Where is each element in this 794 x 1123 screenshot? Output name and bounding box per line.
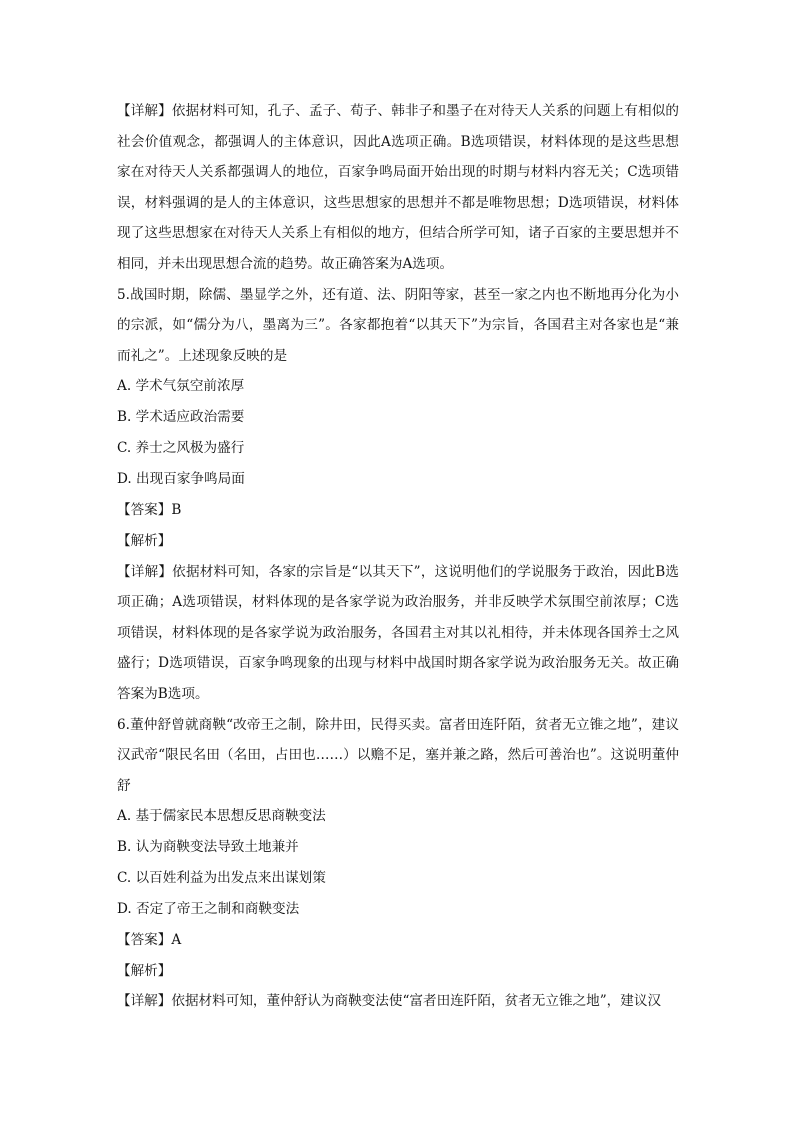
answer-label: 【答案】A <box>117 932 182 949</box>
question-stem: 6.董仲舒曾就商鞅“改帝王之制，除井田，民得买卖。富者田连阡陌，贫者无立锥之地”，建议汉武帝“限民名田（名田，占田也……）以赡不足，塞并兼之路，然后可善治也”。这说明董仲舒 <box>117 716 679 794</box>
question-stem: 5.战国时期，除儒、墨显学之外，还有道、法、阴阳等家，甚至一家之内也不断地再分化为小的宗派，如“儒分为八，墨离为三”。各家都抱着“以其天下”为宗旨，各国君主对各家也是“兼而礼之”。上述现象反映的是 <box>117 286 679 364</box>
option-c: C. 以百姓利益为出发点来出谋划策 <box>117 870 326 887</box>
option-b: B. 学术适应政治需要 <box>117 409 245 426</box>
option-a: A. 学术气氛空前浓厚 <box>117 378 245 395</box>
analysis-label: 【解析】 <box>117 962 172 979</box>
analysis-detail: 【详解】依据材料可知，各家的宗旨是“以其天下”，这说明他们的学说服务于政治，因此B选项正确；A选项错误，材料体现的是各家学说为政治服务，并非反映学术氛围空前浓厚；C选项错误，材料体现的是各家学说为政治服务，各国君主对其以礼相待，并未体现各国养士之风盛行；D选项错误，百家争鸣现象的出现与材料中战国时期各家学说为政治服务无关。故正确答案为B选项。 <box>117 563 679 702</box>
option-b: B. 认为商鞅变法导致土地兼并 <box>117 839 299 856</box>
question-6 <box>117 710 679 1018</box>
option-a: A. 基于儒家民本思想反思商鞅变法 <box>117 808 326 825</box>
option-d: D. 出现百家争鸣局面 <box>117 471 245 488</box>
option-c: C. 养士之风极为盛行 <box>117 440 245 457</box>
option-d: D. 否定了帝王之制和商鞅变法 <box>117 901 300 918</box>
q4-analysis-text: 【详解】依据材料可知，孔子、孟子、荀子、韩非子和墨子在对待天人关系的问题上有相似的社会价值观念，都强调人的主体意识，因此A选项正确。B选项错误，材料体现的是这些思想家在对待天人关系都强调人的地位，百家争鸣局面开始出现的时期与材料内容无关；C选项错误，材料强调的是人的主体意识，这些思想家的思想并不都是唯物思想；D选项错误，材料体现了这些思想家在对待天人关系上有相似的地方，但结合所学可知，诸子百家的主要思想并不相同，并未出现思想合流的趋势。故正确答案为A选项。 <box>117 103 679 272</box>
analysis-label: 【解析】 <box>117 532 172 549</box>
document-page <box>117 96 679 1017</box>
question-5 <box>117 280 679 710</box>
answer-label: 【答案】B <box>117 502 182 519</box>
analysis-detail: 【详解】依据材料可知，董仲舒认为商鞅变法使“富者田连阡陌，贫者无立锥之地”，建议汉 <box>117 993 662 1010</box>
